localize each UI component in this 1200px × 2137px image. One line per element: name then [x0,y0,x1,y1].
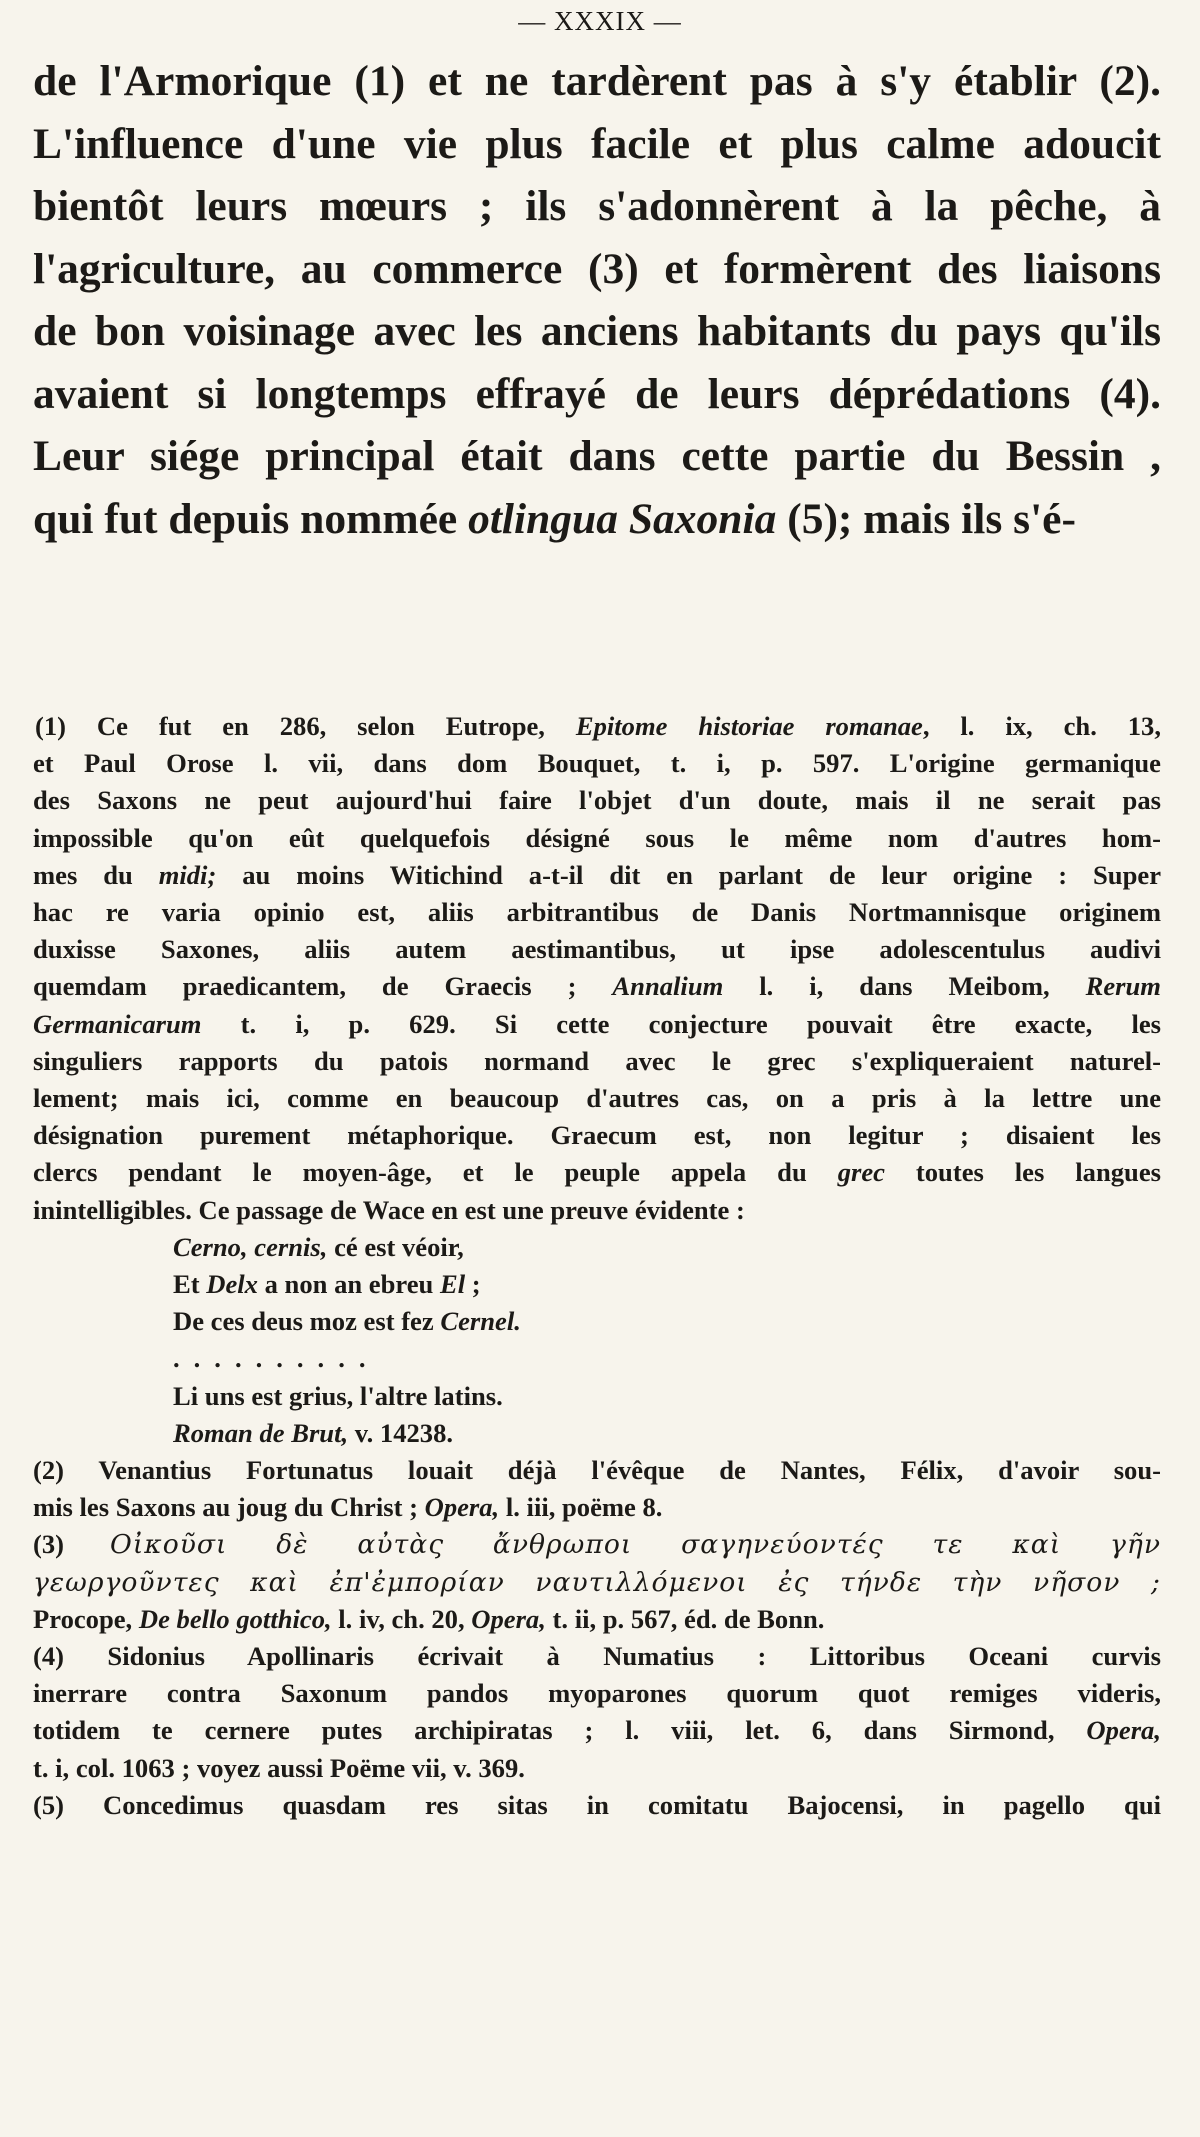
text-line: L'influence d'une vie plus facile et plus calme adoucit [33,119,1161,168]
text-line: avaient si longtemps effrayé de leurs déprédations (4). [33,369,1161,418]
footnote-line: hac re varia opinio est, aliis arbitrantibus de Danis Nortmannisque originem [33,897,1161,928]
footnote-line: duxisse Saxones, aliis autem aestimantibus, ut ipse adolescentulus audivi [33,934,1161,965]
text-line: qui fut depuis nommée otlingua Saxonia (5); mais ils s'é- [33,494,1076,543]
footnote-3: (3) Οἰκοῦσι δὲ αὐτὰς ἄνθρωποι σαγηνεύοντές τε καὶ γῆν [33,1529,1161,1561]
verse-line: Et Delx a non an ebreu El ; [173,1269,481,1300]
footnote-line: impossible qu'on eût quelquefois désigné sous le même nom d'autres hom- [33,822,1161,853]
footnote-1: (1) Ce fut en 286, selon Eutrope, Epitome historiae romanae, l. ix, ch. 13, [35,711,1161,741]
footnote-line: t. i, col. 1063 ; voyez aussi Poëme vii, v. 369. [33,1752,525,1783]
footnote-line: singuliers rapports du patois normand avec le grec s'expliqueraient naturel- [33,1045,1161,1076]
footnote-5: (5) Concedimus quasdam res sitas in comitatu Bajocensi, in pagello qui [33,1789,1161,1820]
greek-quote: γεωργοῦντες καὶ ἐπ'ἐμπορίαν ναυτιλλόμενοι ἐς τήνδε τὴν νῆσον ; [33,1566,1161,1598]
footnote-2: (2) Venantius Fortunatus louait déjà l'évêque de Nantes, Félix, d'avoir sou- [33,1455,1161,1486]
footnote-line: totidem te cernere putes archipiratas ; l. viii, let. 6, dans Sirmond, Opera, [33,1715,1161,1746]
footnote-line: Procope, De bello gotthico, l. iv, ch. 20, Opera, t. ii, p. 567, éd. de Bonn. [33,1603,825,1634]
text-line: Leur siége principal était dans cette partie du Bessin , [33,432,1161,480]
footnote-line: mes du midi; au moins Witichind a-t-il dit en parlant de leur origine : Super [33,859,1161,890]
verse-citation: Roman de Brut, v. 14238. [173,1417,454,1448]
footnotes [33,708,1161,1824]
verse-line: Cerno, cernis, cé est véoir, [173,1231,464,1262]
text-line: de l'Armorique (1) et ne tardèrent pas à s'y établir (2). [33,57,1161,105]
ellipsis-row: .......... [173,1343,380,1374]
verse-line: Li uns est grius, l'altre latins. [173,1380,503,1411]
footnote-line: inerrare contra Saxonum pandos myoparones quorum quot remiges videris, [33,1678,1161,1709]
footnote-line [33,1564,1161,1601]
text-line: bientôt leurs mœurs ; ils s'adonnèrent à la pêche, à [33,182,1161,230]
footnote-line: quemdam praedicantem, de Graecis ; Annalium l. i, dans Meibom, Rerum [33,971,1161,1002]
footnote-4: (4) Sidonius Apollinaris écrivait à Numatius : Littoribus Oceani curvis [33,1641,1161,1672]
footnote-line: mis les Saxons au joug du Christ ; Opera, l. iii, poëme 8. [33,1492,663,1523]
footnote-line: Germanicarum t. i, p. 629. Si cette conjecture pouvait être exacte, les [33,1008,1161,1039]
text-line: de bon voisinage avec les anciens habitants du pays qu'ils [33,307,1161,355]
main-text [33,50,1161,550]
footnote-line: et Paul Orose l. vii, dans dom Bouquet, t. i, p. 597. L'origine germanique [33,748,1161,779]
greek-quote: Οἰκοῦσι δὲ αὐτὰς ἄνθρωποι σαγηνεύοντές τε καὶ γῆν [110,1529,1161,1561]
verse-line: De ces deus moz est fez Cernel. [173,1306,521,1337]
running-head: — XXXIX — [518,6,682,36]
footnote-line: lement; mais ici, comme en beaucoup d'autres cas, on a pris à la lettre une [33,1083,1161,1114]
text-line: l'agriculture, au commerce (3) et formèrent des liaisons [33,244,1161,293]
footnote-line: clercs pendant le moyen-âge, et le peuple appela du grec toutes les langues [33,1157,1161,1188]
footnote-line: inintelligibles. Ce passage de Wace en est une preuve évidente : [33,1194,745,1225]
italic-phrase: otlingua Saxonia [468,494,777,543]
footnote-line: désignation purement métaphorique. Graecum est, non legitur ; disaient les [33,1120,1161,1151]
footnote-line: des Saxons ne peut aujourd'hui faire l'objet d'un doute, mais il ne serait pas [33,785,1161,816]
